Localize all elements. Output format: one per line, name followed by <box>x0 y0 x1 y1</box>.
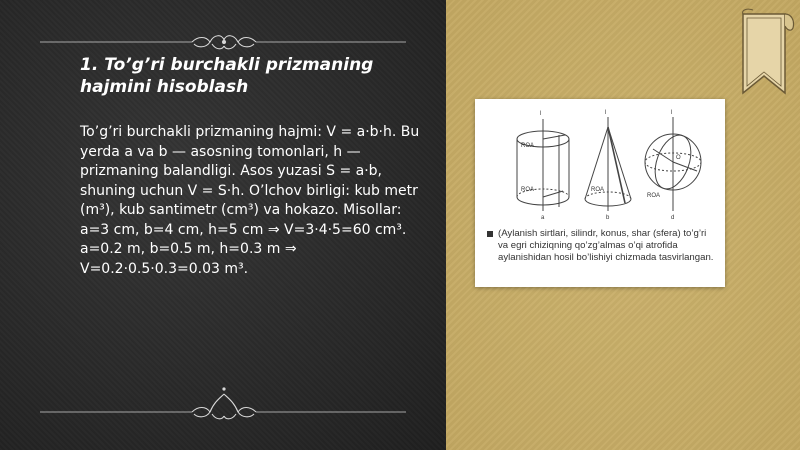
label-roa-2: ROA <box>521 187 535 193</box>
label-roa-4: ROA <box>647 193 661 199</box>
label-roa-1: ROA <box>521 143 535 149</box>
slide-body-text: To’g’ri burchakli prizmaning hajmi: V = a·b·h. Bu yerda a va b — asosning tomonlari, h — prizmaning balandligi. Asos yuzasi S = a·b, shuning uchun V = S·h. O’lchov birligi: kub metr (m³), kub santimetr (cm³) va hokazo. Misollar: a=3 cm, b=4 cm, h=5 cm ⇒ V=3·4·5=60 cm³. a=0.2 m, b=0.5 m, h=0.3 m ⇒ V=0.2·0.5·0.3=0.03 m³. <box>80 124 420 277</box>
label-b: b <box>606 215 610 221</box>
bookmark-ribbon-icon <box>735 8 795 103</box>
label-roa-3: ROA <box>591 187 605 193</box>
figure-image <box>475 99 725 287</box>
slide-title: 1. To’g’ri burchakli prizmaning hajmini hisoblash <box>80 55 374 97</box>
axis-label-l-1: l <box>540 111 542 117</box>
label-a: a <box>541 215 545 221</box>
caption-bullet-icon <box>487 231 493 237</box>
label-d: d <box>671 215 675 221</box>
axis-label-l-2: l <box>605 110 607 116</box>
surfaces-of-revolution-diagram <box>475 99 725 224</box>
label-o: O <box>676 155 681 161</box>
figure-caption <box>487 228 717 265</box>
top-ornament <box>0 0 446 60</box>
axis-label-l-3: l <box>671 110 673 116</box>
figure-caption-text: (Aylanish sirtlari, silindr, konus, shar (sfera) to’g’ri va egri chiziqning qo’zg’almas o’qi atrofida aylanishidan hosil bo’lishiyi chizmada tasvirlangan. <box>498 228 714 264</box>
